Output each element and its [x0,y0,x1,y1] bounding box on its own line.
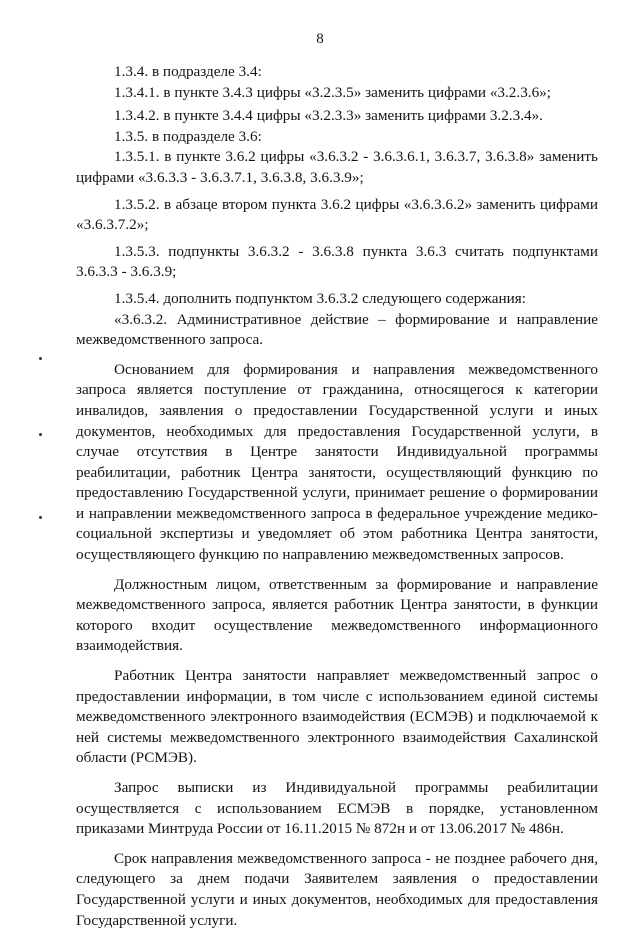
paragraph: 1.3.5.1. в пункте 3.6.2 цифры «3.6.3.2 - 3.6.3.6.1, 3.6.3.7, 3.6.3.8» заменить цифрами «3.6.3.3 - 3.6.3.7.1, 3.6.3.8, 3.6.3.9»; [76,148,598,186]
paragraph: 1.3.4. в подразделе 3.4: [114,63,262,80]
scan-speck [39,433,42,436]
paragraph: Срок направления межведомственного запроса - не позднее рабочего дня, следующего за днем подачи Заявителем заявления о предоставлении Государственной услуги и иных документов, необходимых для предоставления Государственной услуги. [76,849,598,929]
paragraph: 1.3.5.2. в абзаце втором пункта 3.6.2 цифры «3.6.3.6.2» заменить цифрами «3.6.3.7.2»; [76,195,598,234]
paragraph: 1.3.5. в подразделе 3.6: [114,127,262,145]
paragraph: Основанием для формирования и направления межведомственного запроса является поступление от гражданина, относящегося к категории инвалидов, заявления о предоставлении Государственной услуги и иных документов, необходимых для предоставления Государственной услуги, в случае отсутствия в Центре занятости Индивидуальной программы реабилитации, работник Центра занятости, осуществляющий функцию по предоставлению Государственной услуги, принимает решение о формировании и направлении межведомственного запроса в федеральное учреждение медико-социальной экспертизы и уведомляет об этом работника Центра занятости, осуществляющего функцию по направлению межведомственных запросов. [76,360,598,564]
paragraph: Должностным лицом, ответственным за формирование и направление межведомственного запроса, является работник Центра занятости, в функции которого входит осуществление межведомственного информационного взаимодействия. [76,575,598,655]
paragraph: 1.3.4.1. в пункте 3.4.3 цифры «3.2.3.5» заменить цифрами «3.2.3.6»; [114,83,551,101]
paragraph: Запрос выписки из Индивидуальной программы реабилитации осуществляется с использованием ЕСМЭВ в порядке, установленном приказами Минтруда России от 16.11.2015 № 872н и от 13.06.2017 № 486н. [76,779,598,838]
paragraph: Работник Центра занятости направляет межведомственный запрос о предоставлении информации, в том числе с использованием единой системы межведомственного электронного взаимодействия (ЕСМЭВ) и подключаемой к ней системы межведомственного электронного взаимодействия Сахалинской области (РСМЭВ). [76,667,598,767]
paragraph: 1.3.5.4. дополнить подпунктом 3.6.3.2 следующего содержания: [114,289,527,307]
page-number: 8 [316,31,324,47]
scan-speck [39,516,42,519]
document-body [76,62,598,931]
paragraph: «3.6.3.2. Административное действие – формирование и направление межведомственного запроса. [76,310,598,349]
paragraph: 1.3.5.3. подпункты 3.6.3.2 - 3.6.3.8 пункта 3.6.3 считать подпунктами 3.6.3.3 - 3.6.3.9; [76,242,598,281]
paragraph: 1.3.4.2. в пункте 3.4.4 цифры «3.2.3.3» заменить цифрами 3.2.3.4». [114,107,543,125]
scan-speck [39,357,42,360]
